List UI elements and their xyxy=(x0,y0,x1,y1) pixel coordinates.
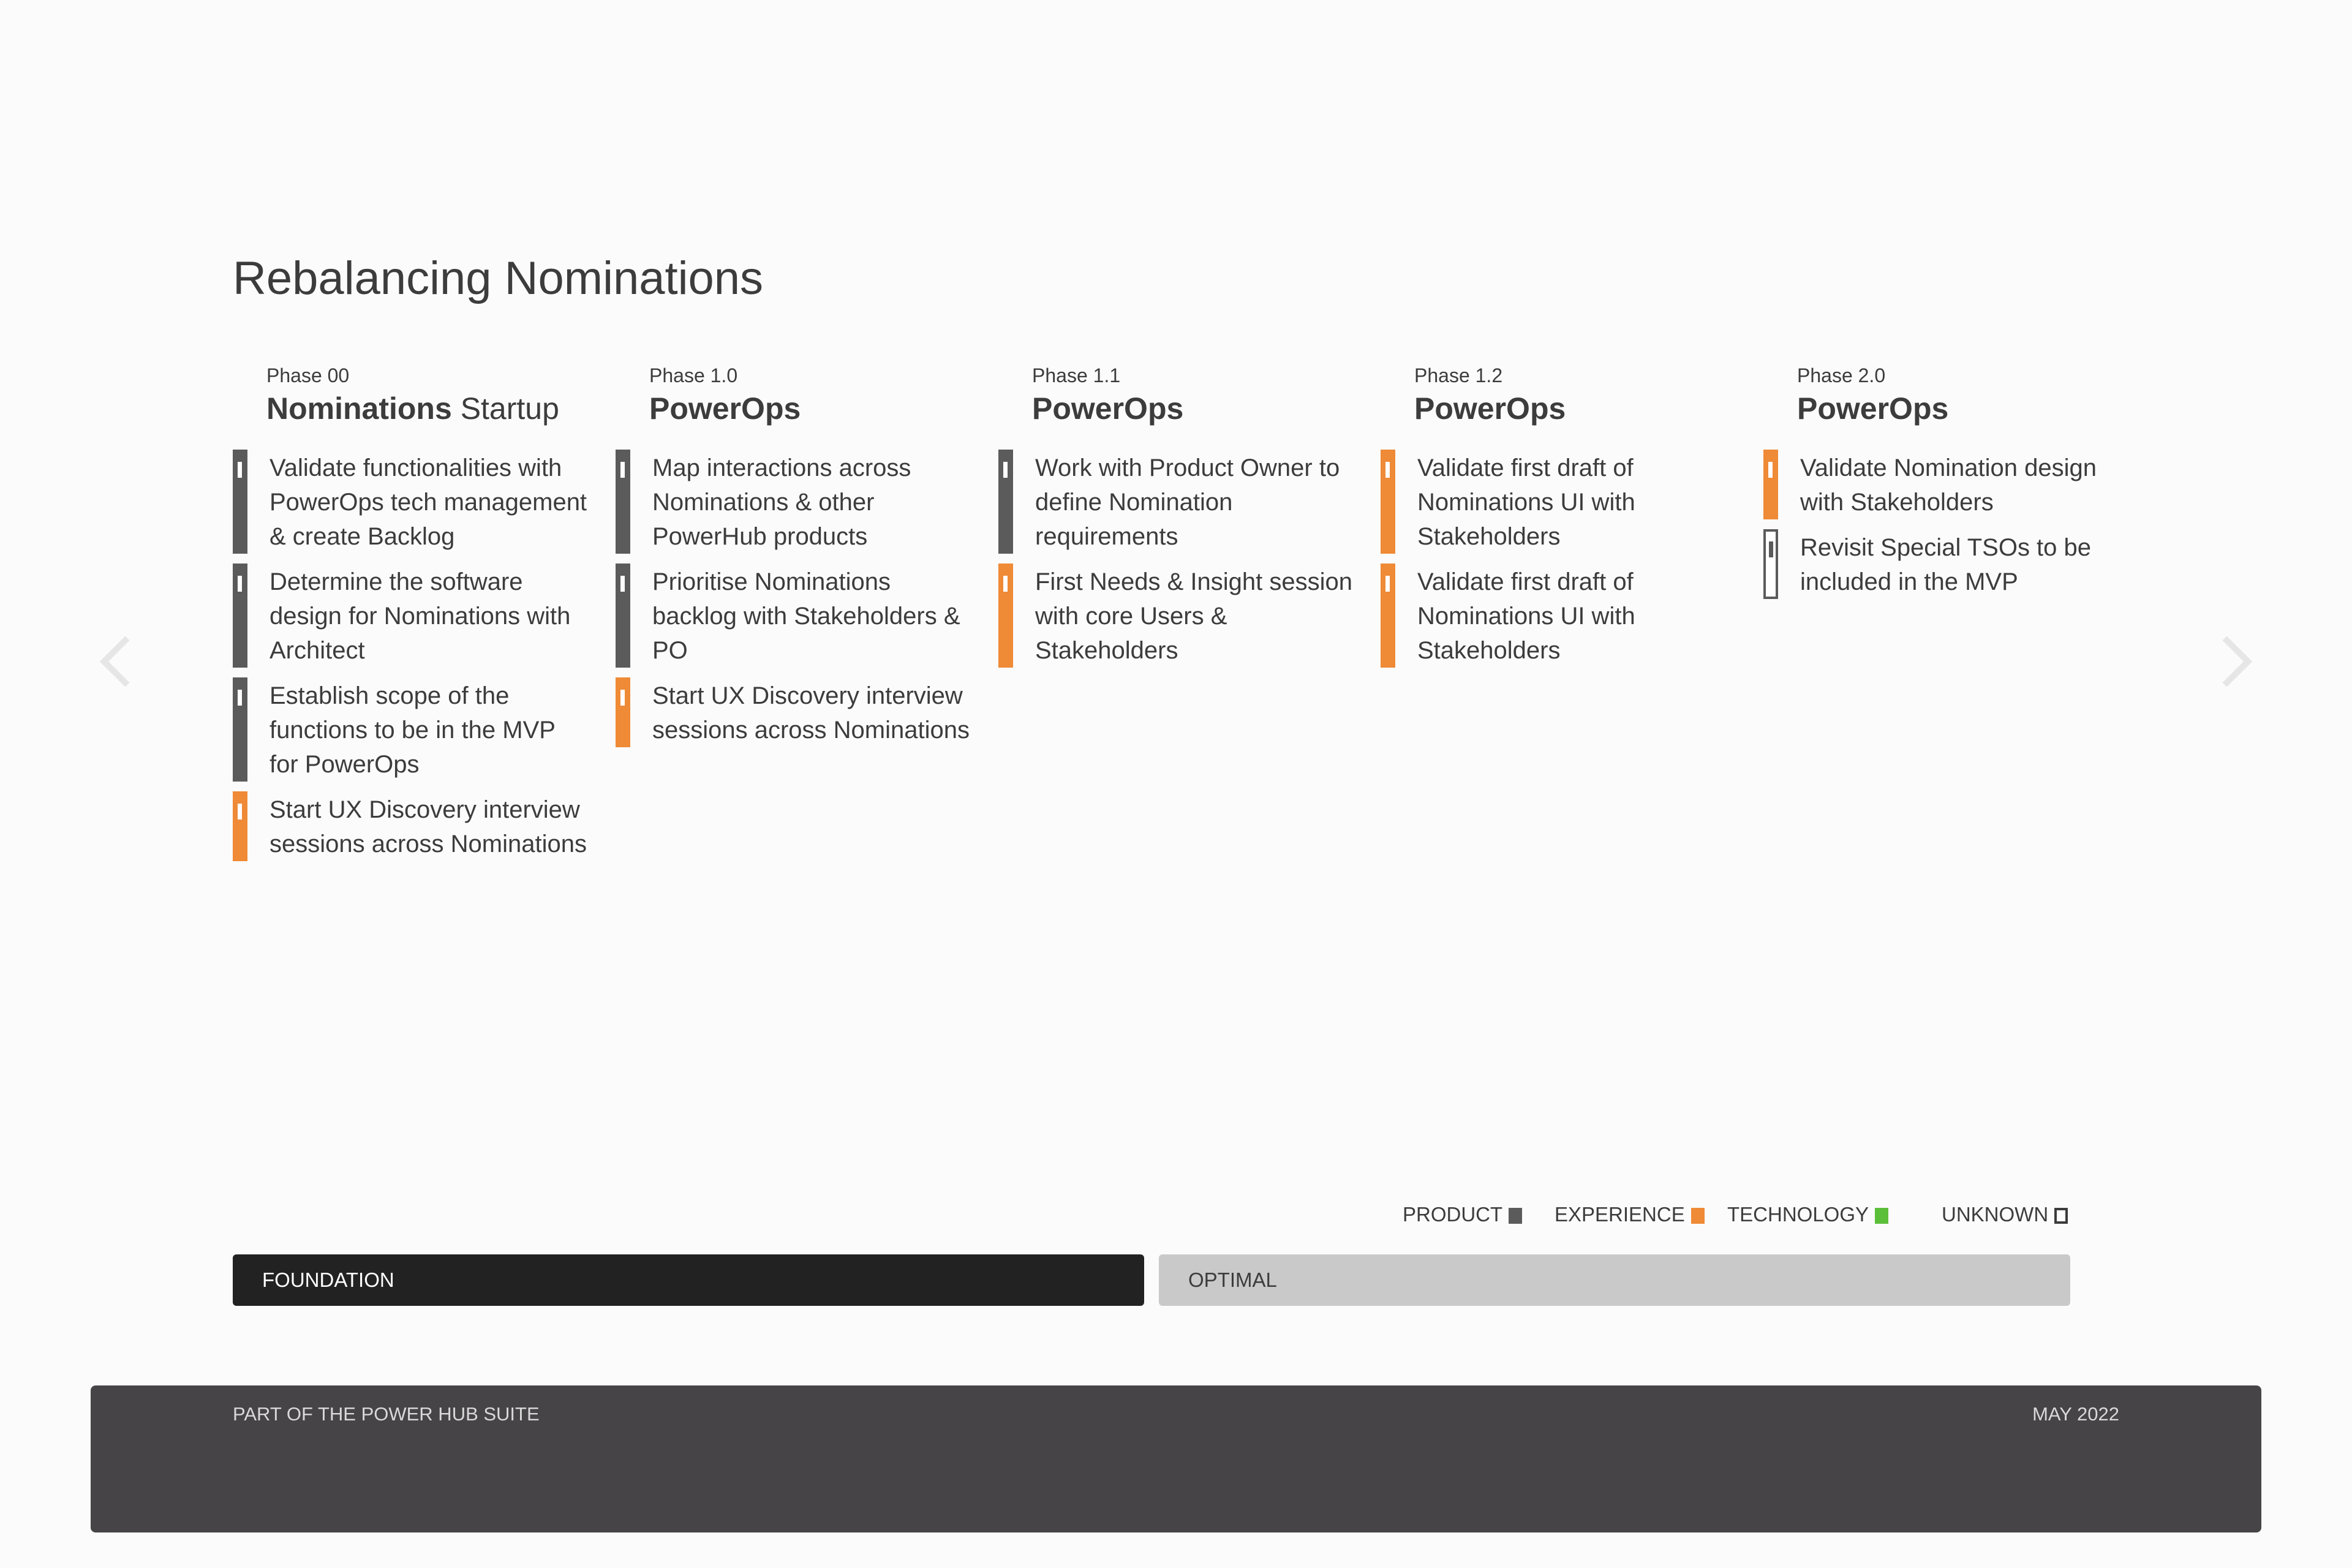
task-text: First Needs & Insight session with core Users & Stakeholders xyxy=(1035,568,1352,664)
task-item[interactable] xyxy=(616,564,971,668)
footer xyxy=(91,1385,2261,1532)
experience-marker-icon xyxy=(998,564,1013,668)
phase-name-strong: PowerOps xyxy=(1032,391,1184,426)
experience-swatch-icon xyxy=(1691,1208,1705,1224)
task-text: Validate functionalities with PowerOps tech management & create Backlog xyxy=(270,454,587,550)
legend-technology xyxy=(1727,1199,1888,1230)
task-text: Prioritise Nominations backlog with Stakeholders & PO xyxy=(652,568,960,664)
task-list xyxy=(233,450,588,871)
product-marker-icon xyxy=(233,677,247,782)
phase-label: Phase 2.0 xyxy=(1797,364,1886,386)
experience-marker-icon xyxy=(1381,450,1395,554)
task-text: Validate first draft of Nominations UI with Stakeholders xyxy=(1417,568,1635,664)
experience-marker-icon xyxy=(233,791,247,861)
unknown-marker-icon xyxy=(1763,529,1778,599)
footer-suite-label: PART OF THE POWER HUB SUITE xyxy=(233,1403,540,1425)
stage-optimal-bar[interactable]: OPTIMAL xyxy=(1159,1254,2070,1306)
task-text: Revisit Special TSOs to be included in the MVP xyxy=(1800,534,2092,595)
task-text: Map interactions across Nominations & other PowerHub products xyxy=(652,454,911,550)
experience-marker-icon xyxy=(1381,564,1395,668)
legend-unknown xyxy=(1942,1199,2068,1230)
product-marker-icon xyxy=(233,564,247,668)
technology-swatch-icon xyxy=(1875,1208,1888,1224)
product-marker-icon xyxy=(233,450,247,554)
task-item[interactable] xyxy=(1763,529,2119,599)
experience-marker-icon xyxy=(616,677,630,747)
legend xyxy=(1403,1199,2076,1230)
phase-name xyxy=(649,387,801,430)
task-text: Validate first draft of Nominations UI with Stakeholders xyxy=(1417,454,1635,550)
legend-label: PRODUCT xyxy=(1403,1203,1503,1226)
phase-name xyxy=(1032,387,1183,430)
task-item[interactable] xyxy=(616,450,971,554)
phase-label: Phase 1.1 xyxy=(1032,364,1121,386)
task-text: Work with Product Owner to define Nomination requirements xyxy=(1035,454,1340,550)
product-marker-icon xyxy=(998,450,1013,554)
task-text: Validate Nomination design with Stakeholders xyxy=(1800,454,2097,516)
task-text: Determine the software design for Nominations with Architect xyxy=(270,568,571,664)
phase-name-strong: Nominations xyxy=(266,391,452,426)
legend-experience xyxy=(1555,1199,1705,1230)
task-item[interactable] xyxy=(233,450,588,554)
unknown-swatch-icon xyxy=(2054,1208,2068,1224)
task-list xyxy=(616,450,971,757)
task-item[interactable] xyxy=(233,677,588,782)
phase-label: Phase 1.0 xyxy=(649,364,738,386)
stage-foundation-bar[interactable]: FOUNDATION xyxy=(233,1254,1144,1306)
experience-marker-icon xyxy=(1763,450,1778,519)
phase-name-strong: PowerOps xyxy=(1414,391,1566,426)
phase-name-strong: PowerOps xyxy=(649,391,801,426)
legend-label: TECHNOLOGY xyxy=(1727,1203,1869,1226)
chevron-right-icon[interactable] xyxy=(2199,625,2272,698)
task-text: Establish scope of the functions to be in the MVP for PowerOps xyxy=(270,682,556,778)
task-item[interactable] xyxy=(1381,450,1736,554)
task-item[interactable] xyxy=(998,564,1354,668)
footer-date: MAY 2022 xyxy=(2032,1403,2119,1425)
legend-label: EXPERIENCE xyxy=(1555,1203,1685,1226)
phase-name-strong: PowerOps xyxy=(1797,391,1949,426)
legend-product xyxy=(1403,1199,1522,1230)
page-title: Rebalancing Nominations xyxy=(233,252,764,304)
task-list xyxy=(998,450,1354,677)
phase-name-rest: Startup xyxy=(451,391,559,426)
task-item[interactable] xyxy=(233,791,588,861)
phase-label: Phase 1.2 xyxy=(1414,364,1503,386)
product-marker-icon xyxy=(616,450,630,554)
legend-label: UNKNOWN xyxy=(1942,1203,2049,1226)
product-marker-icon xyxy=(616,564,630,668)
phase-label: Phase 00 xyxy=(266,364,350,386)
phase-name xyxy=(266,387,559,430)
task-text: Start UX Discovery interview sessions across Nominations xyxy=(652,682,970,744)
task-list xyxy=(1381,450,1736,677)
task-item[interactable] xyxy=(616,677,971,747)
task-item[interactable] xyxy=(998,450,1354,554)
task-item[interactable] xyxy=(1763,450,2119,519)
product-swatch-icon xyxy=(1509,1208,1522,1224)
chevron-left-icon[interactable] xyxy=(80,625,153,698)
task-text: Start UX Discovery interview sessions across Nominations xyxy=(270,796,587,858)
phase-name xyxy=(1797,387,1948,430)
task-item[interactable] xyxy=(1381,564,1736,668)
phase-name xyxy=(1414,387,1566,430)
task-list xyxy=(1763,450,2119,609)
task-item[interactable] xyxy=(233,564,588,668)
